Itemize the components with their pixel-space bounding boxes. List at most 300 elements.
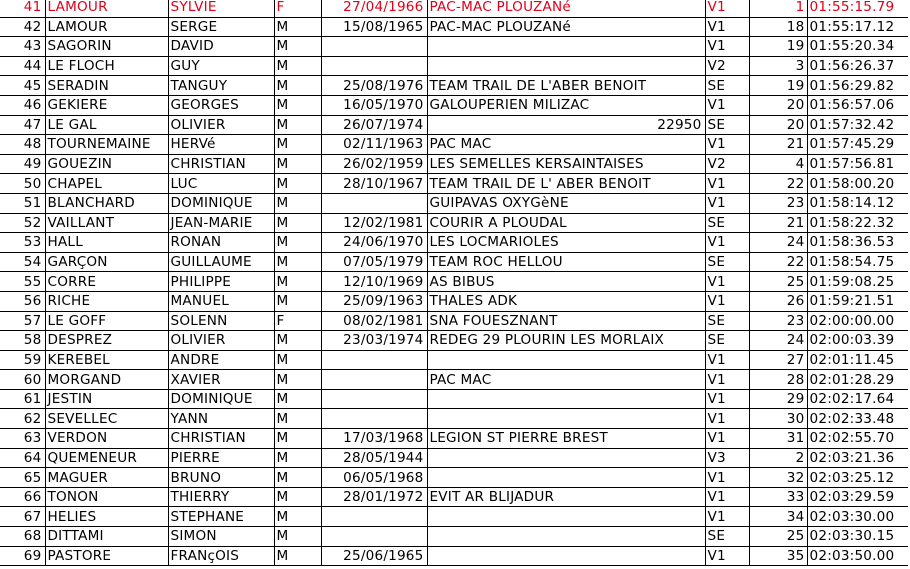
code-cell	[627, 448, 705, 468]
rank-cell: 61	[0, 389, 45, 409]
sex-cell: M	[274, 370, 321, 390]
time-cell: 02:02:55.70	[807, 429, 908, 449]
club-cell	[427, 389, 627, 409]
firstname-cell: ANDRE	[168, 350, 274, 370]
category-cell: V1	[705, 174, 749, 194]
birthdate-cell: 08/02/1981	[321, 311, 427, 331]
time-cell: 01:55:20.34	[807, 37, 908, 57]
category-cell: V2	[705, 154, 749, 174]
club-cell	[427, 56, 627, 76]
club-cell	[427, 350, 627, 370]
code-cell	[627, 350, 705, 370]
sex-cell: M	[274, 135, 321, 155]
club-cell	[427, 37, 627, 57]
sex-cell: M	[274, 389, 321, 409]
rank-cell: 59	[0, 350, 45, 370]
table-row	[0, 252, 908, 272]
category-cell: V1	[705, 468, 749, 488]
time-cell: 01:58:54.75	[807, 252, 908, 272]
code-cell	[627, 546, 705, 566]
club-cell: LES SEMELLES KERSAINTAISES	[427, 154, 627, 174]
code-cell	[627, 213, 705, 233]
category-cell: SE	[705, 527, 749, 547]
club-cell: LES LOCMARIOLES	[427, 233, 627, 253]
category-rank-cell: 24	[749, 233, 807, 253]
sex-cell: M	[274, 507, 321, 527]
table-row	[0, 193, 908, 213]
sex-cell: M	[274, 213, 321, 233]
rank-cell: 60	[0, 370, 45, 390]
sex-cell: M	[274, 429, 321, 449]
category-cell: V1	[705, 409, 749, 429]
time-cell: 01:57:56.81	[807, 154, 908, 174]
time-cell: 02:00:03.39	[807, 331, 908, 351]
rank-cell: 63	[0, 429, 45, 449]
sex-cell: M	[274, 115, 321, 135]
rank-cell: 50	[0, 174, 45, 194]
code-cell	[627, 311, 705, 331]
sex-cell: M	[274, 546, 321, 566]
firstname-cell: DOMINIQUE	[168, 389, 274, 409]
lastname-cell: GOUEZIN	[45, 154, 168, 174]
lastname-cell: QUEMENEUR	[45, 448, 168, 468]
table-row	[0, 546, 908, 566]
code-cell	[627, 233, 705, 253]
time-cell: 01:59:08.25	[807, 272, 908, 292]
birthdate-cell: 15/08/1965	[321, 17, 427, 37]
time-cell: 01:56:57.06	[807, 95, 908, 115]
time-cell: 02:03:30.00	[807, 507, 908, 527]
rank-cell: 47	[0, 115, 45, 135]
table-row	[0, 409, 908, 429]
rank-cell: 66	[0, 487, 45, 507]
birthdate-cell	[321, 350, 427, 370]
lastname-cell: HELIES	[45, 507, 168, 527]
sex-cell: M	[274, 252, 321, 272]
code-cell	[627, 409, 705, 429]
category-rank-cell: 3	[749, 56, 807, 76]
birthdate-cell	[321, 409, 427, 429]
sex-cell: M	[274, 291, 321, 311]
code-cell	[627, 135, 705, 155]
table-row	[0, 76, 908, 96]
rank-cell: 55	[0, 272, 45, 292]
category-rank-cell: 28	[749, 370, 807, 390]
lastname-cell: JESTIN	[45, 389, 168, 409]
code-cell	[627, 389, 705, 409]
birthdate-cell: 28/05/1944	[321, 448, 427, 468]
club-cell	[427, 507, 627, 527]
category-cell: V3	[705, 448, 749, 468]
rank-cell: 56	[0, 291, 45, 311]
category-rank-cell: 31	[749, 429, 807, 449]
code-cell	[627, 0, 705, 17]
time-cell: 01:55:15.79	[807, 0, 908, 17]
firstname-cell: SYLVIE	[168, 0, 274, 17]
code-cell	[627, 252, 705, 272]
firstname-cell: GEORGES	[168, 95, 274, 115]
firstname-cell: CHRISTIAN	[168, 429, 274, 449]
sex-cell: M	[274, 409, 321, 429]
firstname-cell: HERVé	[168, 135, 274, 155]
birthdate-cell	[321, 37, 427, 57]
code-cell	[627, 272, 705, 292]
code-cell	[627, 507, 705, 527]
table-row	[0, 468, 908, 488]
table-row	[0, 233, 908, 253]
table-row	[0, 56, 908, 76]
birthdate-cell	[321, 527, 427, 547]
category-cell: V1	[705, 193, 749, 213]
code-cell: 22950	[627, 115, 705, 135]
table-row	[0, 17, 908, 37]
table-row	[0, 95, 908, 115]
category-rank-cell: 26	[749, 291, 807, 311]
firstname-cell: GUILLAUME	[168, 252, 274, 272]
firstname-cell: JEAN-MARIE	[168, 213, 274, 233]
sex-cell: M	[274, 448, 321, 468]
sex-cell: M	[274, 193, 321, 213]
category-cell: V2	[705, 56, 749, 76]
category-rank-cell: 33	[749, 487, 807, 507]
table-row	[0, 135, 908, 155]
lastname-cell: MAGUER	[45, 468, 168, 488]
category-rank-cell: 21	[749, 213, 807, 233]
lastname-cell: LE GOFF	[45, 311, 168, 331]
code-cell	[627, 95, 705, 115]
rank-cell: 51	[0, 193, 45, 213]
sex-cell: M	[274, 154, 321, 174]
firstname-cell: MANUEL	[168, 291, 274, 311]
birthdate-cell: 25/08/1976	[321, 76, 427, 96]
lastname-cell: HALL	[45, 233, 168, 253]
category-cell: V1	[705, 507, 749, 527]
category-cell: V1	[705, 350, 749, 370]
firstname-cell: DAVID	[168, 37, 274, 57]
lastname-cell: KEREBEL	[45, 350, 168, 370]
code-cell	[627, 487, 705, 507]
club-cell: LEGION ST PIERRE BREST	[427, 429, 627, 449]
time-cell: 01:58:00.20	[807, 174, 908, 194]
birthdate-cell: 25/09/1963	[321, 291, 427, 311]
birthdate-cell	[321, 56, 427, 76]
category-cell: V1	[705, 389, 749, 409]
rank-cell: 44	[0, 56, 45, 76]
category-cell: SE	[705, 115, 749, 135]
club-cell: PAC-MAC PLOUZANé	[427, 0, 627, 17]
time-cell: 02:01:28.29	[807, 370, 908, 390]
lastname-cell: TONON	[45, 487, 168, 507]
code-cell	[627, 370, 705, 390]
firstname-cell: CHRISTIAN	[168, 154, 274, 174]
lastname-cell: CHAPEL	[45, 174, 168, 194]
firstname-cell: XAVIER	[168, 370, 274, 390]
lastname-cell: DITTAMI	[45, 527, 168, 547]
category-rank-cell: 4	[749, 154, 807, 174]
rank-cell: 45	[0, 76, 45, 96]
sex-cell: M	[274, 76, 321, 96]
time-cell: 01:56:26.37	[807, 56, 908, 76]
table-row	[0, 448, 908, 468]
firstname-cell: SERGE	[168, 17, 274, 37]
table-row	[0, 370, 908, 390]
club-cell: EVIT AR BLIJADUR	[427, 487, 627, 507]
lastname-cell: SEVELLEC	[45, 409, 168, 429]
club-cell: COURIR A PLOUDAL	[427, 213, 627, 233]
birthdate-cell: 06/05/1968	[321, 468, 427, 488]
lastname-cell: LE FLOCH	[45, 56, 168, 76]
table-row	[0, 429, 908, 449]
category-cell: V1	[705, 233, 749, 253]
table-row	[0, 174, 908, 194]
category-rank-cell: 25	[749, 527, 807, 547]
table-row	[0, 389, 908, 409]
category-cell: V1	[705, 429, 749, 449]
category-cell: V1	[705, 487, 749, 507]
time-cell: 01:55:17.12	[807, 17, 908, 37]
sex-cell: M	[274, 487, 321, 507]
category-rank-cell: 35	[749, 546, 807, 566]
club-cell: THALES ADK	[427, 291, 627, 311]
birthdate-cell: 23/03/1974	[321, 331, 427, 351]
club-cell: PAC MAC	[427, 370, 627, 390]
sex-cell: M	[274, 174, 321, 194]
birthdate-cell: 17/03/1968	[321, 429, 427, 449]
firstname-cell: PHILIPPE	[168, 272, 274, 292]
category-cell: V1	[705, 95, 749, 115]
birthdate-cell	[321, 370, 427, 390]
category-cell: SE	[705, 76, 749, 96]
code-cell	[627, 291, 705, 311]
sex-cell: M	[274, 37, 321, 57]
firstname-cell: DOMINIQUE	[168, 193, 274, 213]
time-cell: 01:58:22.32	[807, 213, 908, 233]
category-rank-cell: 32	[749, 468, 807, 488]
lastname-cell: LAMOUR	[45, 17, 168, 37]
category-cell: V1	[705, 272, 749, 292]
time-cell: 02:03:50.00	[807, 546, 908, 566]
table-row	[0, 115, 908, 135]
rank-cell: 49	[0, 154, 45, 174]
club-cell	[427, 409, 627, 429]
category-rank-cell: 22	[749, 174, 807, 194]
category-cell: SE	[705, 311, 749, 331]
rank-cell: 48	[0, 135, 45, 155]
rank-cell: 67	[0, 507, 45, 527]
birthdate-cell: 12/10/1969	[321, 272, 427, 292]
rank-cell: 41	[0, 0, 45, 17]
category-cell: SE	[705, 331, 749, 351]
birthdate-cell	[321, 507, 427, 527]
time-cell: 02:03:21.36	[807, 448, 908, 468]
category-rank-cell: 20	[749, 95, 807, 115]
rank-cell: 58	[0, 331, 45, 351]
lastname-cell: CORRE	[45, 272, 168, 292]
club-cell	[427, 448, 627, 468]
birthdate-cell: 16/05/1970	[321, 95, 427, 115]
birthdate-cell	[321, 193, 427, 213]
table-row	[0, 331, 908, 351]
lastname-cell: LAMOUR	[45, 0, 168, 17]
firstname-cell: BRUNO	[168, 468, 274, 488]
time-cell: 02:03:25.12	[807, 468, 908, 488]
firstname-cell: PIERRE	[168, 448, 274, 468]
birthdate-cell: 25/06/1965	[321, 546, 427, 566]
lastname-cell: TOURNEMAINE	[45, 135, 168, 155]
birthdate-cell: 28/01/1972	[321, 487, 427, 507]
category-rank-cell: 22	[749, 252, 807, 272]
category-cell: SE	[705, 213, 749, 233]
category-rank-cell: 20	[749, 115, 807, 135]
category-rank-cell: 27	[749, 350, 807, 370]
rank-cell: 69	[0, 546, 45, 566]
firstname-cell: LUC	[168, 174, 274, 194]
category-rank-cell: 18	[749, 17, 807, 37]
table-row	[0, 291, 908, 311]
category-rank-cell: 24	[749, 331, 807, 351]
category-rank-cell: 19	[749, 37, 807, 57]
sex-cell: F	[274, 0, 321, 17]
club-cell: AS BIBUS	[427, 272, 627, 292]
rank-cell: 65	[0, 468, 45, 488]
code-cell	[627, 429, 705, 449]
club-cell: PAC-MAC PLOUZANé	[427, 17, 627, 37]
rank-cell: 54	[0, 252, 45, 272]
birthdate-cell: 12/02/1981	[321, 213, 427, 233]
time-cell: 02:00:00.00	[807, 311, 908, 331]
firstname-cell: SIMON	[168, 527, 274, 547]
birthdate-cell: 28/10/1967	[321, 174, 427, 194]
category-rank-cell: 25	[749, 272, 807, 292]
category-rank-cell: 2	[749, 448, 807, 468]
lastname-cell: GEKIERE	[45, 95, 168, 115]
firstname-cell: THIERRY	[168, 487, 274, 507]
birthdate-cell: 27/04/1966	[321, 0, 427, 17]
sex-cell: M	[274, 272, 321, 292]
category-cell: V1	[705, 0, 749, 17]
table-row	[0, 350, 908, 370]
rank-cell: 52	[0, 213, 45, 233]
rank-cell: 43	[0, 37, 45, 57]
firstname-cell: TANGUY	[168, 76, 274, 96]
lastname-cell: VERDON	[45, 429, 168, 449]
firstname-cell: SOLENN	[168, 311, 274, 331]
lastname-cell: SERADIN	[45, 76, 168, 96]
firstname-cell: GUY	[168, 56, 274, 76]
birthdate-cell: 24/06/1970	[321, 233, 427, 253]
category-cell: SE	[705, 252, 749, 272]
sex-cell: M	[274, 233, 321, 253]
table-row	[0, 0, 908, 17]
time-cell: 01:57:45.29	[807, 135, 908, 155]
time-cell: 01:58:14.12	[807, 193, 908, 213]
category-cell: V1	[705, 135, 749, 155]
code-cell	[627, 193, 705, 213]
rank-cell: 57	[0, 311, 45, 331]
rank-cell: 46	[0, 95, 45, 115]
time-cell: 02:01:11.45	[807, 350, 908, 370]
table-row	[0, 487, 908, 507]
club-cell: GALOUPERIEN MILIZAC	[427, 95, 627, 115]
lastname-cell: LE GAL	[45, 115, 168, 135]
table-row	[0, 507, 908, 527]
code-cell	[627, 37, 705, 57]
lastname-cell: MORGAND	[45, 370, 168, 390]
code-cell	[627, 56, 705, 76]
rank-cell: 53	[0, 233, 45, 253]
birthdate-cell: 02/11/1963	[321, 135, 427, 155]
sex-cell: M	[274, 468, 321, 488]
club-cell: GUIPAVAS OXYGèNE	[427, 193, 627, 213]
time-cell: 02:02:33.48	[807, 409, 908, 429]
category-rank-cell: 34	[749, 507, 807, 527]
club-cell: TEAM ROC HELLOU	[427, 252, 627, 272]
time-cell: 02:03:30.15	[807, 527, 908, 547]
club-cell	[427, 468, 627, 488]
sex-cell: M	[274, 56, 321, 76]
time-cell: 01:57:32.42	[807, 115, 908, 135]
category-rank-cell: 30	[749, 409, 807, 429]
club-cell: TEAM TRAIL DE L' ABER BENOIT	[427, 174, 627, 194]
category-rank-cell: 21	[749, 135, 807, 155]
firstname-cell: OLIVIER	[168, 115, 274, 135]
category-rank-cell: 19	[749, 76, 807, 96]
rank-cell: 62	[0, 409, 45, 429]
table-row	[0, 272, 908, 292]
category-cell: V1	[705, 37, 749, 57]
category-rank-cell: 23	[749, 193, 807, 213]
birthdate-cell: 26/07/1974	[321, 115, 427, 135]
table-row	[0, 527, 908, 547]
firstname-cell: FRANçOIS	[168, 546, 274, 566]
club-cell: REDEG 29 PLOURIN LES MORLAIX	[427, 331, 627, 351]
club-cell: PAC MAC	[427, 135, 627, 155]
lastname-cell: RICHE	[45, 291, 168, 311]
code-cell	[627, 468, 705, 488]
rank-cell: 64	[0, 448, 45, 468]
firstname-cell: STEPHANE	[168, 507, 274, 527]
firstname-cell: RONAN	[168, 233, 274, 253]
table-row	[0, 154, 908, 174]
lastname-cell: GARÇON	[45, 252, 168, 272]
time-cell: 01:56:29.82	[807, 76, 908, 96]
club-cell: TEAM TRAIL DE L'ABER BENOIT	[427, 76, 627, 96]
table-row	[0, 213, 908, 233]
birthdate-cell: 07/05/1979	[321, 252, 427, 272]
category-cell: V1	[705, 546, 749, 566]
category-cell: V1	[705, 17, 749, 37]
category-cell: V1	[705, 370, 749, 390]
sex-cell: M	[274, 17, 321, 37]
firstname-cell: OLIVIER	[168, 331, 274, 351]
sex-cell: F	[274, 311, 321, 331]
lastname-cell: BLANCHARD	[45, 193, 168, 213]
sex-cell: M	[274, 527, 321, 547]
rank-cell: 68	[0, 527, 45, 547]
lastname-cell: DESPREZ	[45, 331, 168, 351]
rank-cell: 42	[0, 17, 45, 37]
time-cell: 01:59:21.51	[807, 291, 908, 311]
club-cell	[427, 527, 627, 547]
sex-cell: M	[274, 95, 321, 115]
table-row	[0, 37, 908, 57]
time-cell: 02:02:17.64	[807, 389, 908, 409]
lastname-cell: VAILLANT	[45, 213, 168, 233]
club-cell	[427, 546, 627, 566]
category-rank-cell: 29	[749, 389, 807, 409]
sex-cell: M	[274, 331, 321, 351]
sex-cell: M	[274, 350, 321, 370]
